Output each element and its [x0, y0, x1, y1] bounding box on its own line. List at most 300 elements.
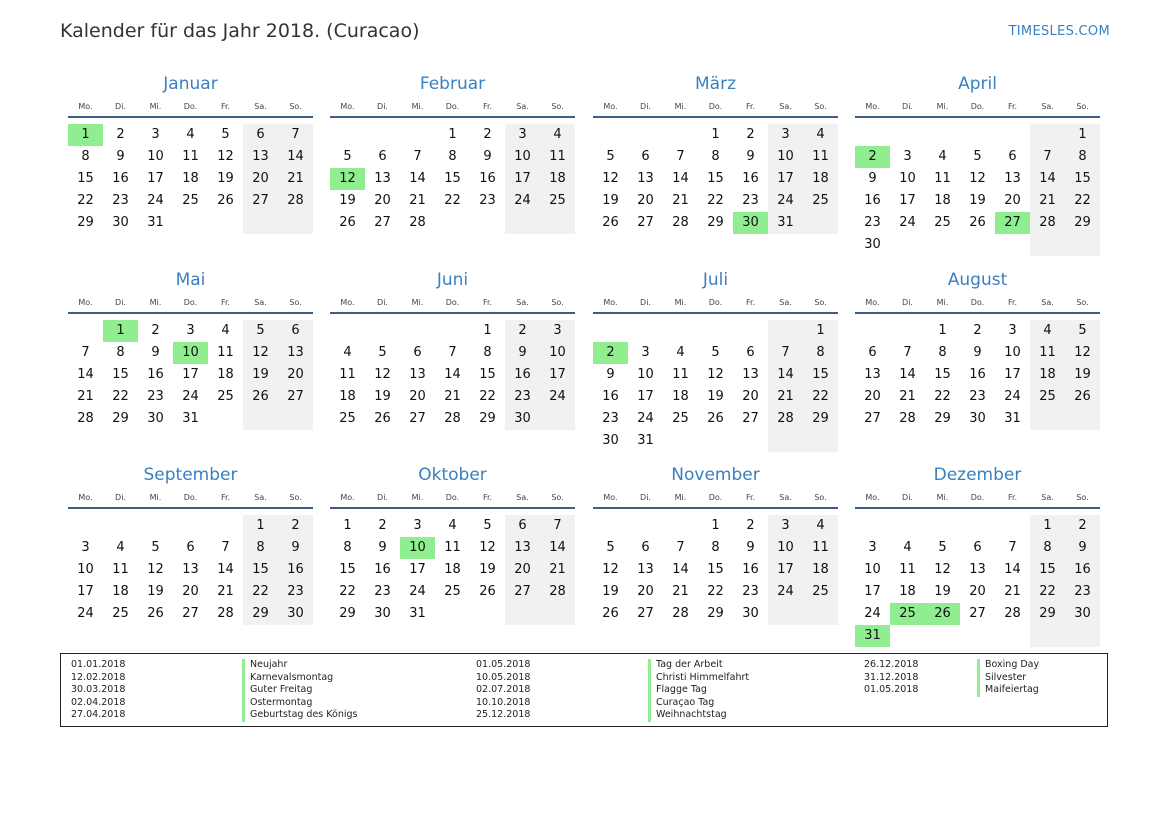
day-cell: 15 [479, 367, 496, 382]
day-cell: 13 [637, 562, 654, 577]
day-cell: 25 [803, 581, 838, 603]
month-name: Mai [175, 270, 206, 290]
day-cell: 10 [1004, 345, 1021, 360]
day-cell: 14 [768, 364, 803, 386]
day-cell: 5 [711, 345, 720, 360]
day-cell: 9 [1065, 537, 1100, 559]
weekday-header: Mo. [603, 102, 618, 111]
weekday-header: Mi. [149, 298, 162, 307]
day-cell: 3 [903, 149, 912, 164]
day-cell: 22 [707, 193, 724, 208]
day-cell: 8 [343, 540, 352, 555]
weekday-header: Mo. [78, 298, 93, 307]
day-cell: 21 [217, 584, 234, 599]
day-cell: 10 [864, 562, 881, 577]
day-cell: 14 [672, 171, 689, 186]
day-cell: 31 [768, 212, 803, 234]
day-cell: 13 [374, 171, 391, 186]
legend-date: 02.04.2018 [71, 696, 126, 708]
day-cell: 5 [151, 540, 160, 555]
legend-name-column [648, 659, 749, 722]
legend-date: 30.03.2018 [71, 684, 126, 696]
day-cell: 23 [602, 411, 619, 426]
day-cell: 15 [707, 171, 724, 186]
day-cell: 11 [899, 562, 916, 577]
day-cell: 24 [147, 193, 164, 208]
legend-date: 01.05.2018 [864, 684, 919, 696]
day-cell: 1 [803, 320, 838, 342]
day-cell: 4 [676, 345, 685, 360]
day-cell: 12 [707, 367, 724, 382]
day-cell: 19 [479, 562, 496, 577]
day-cell: 11 [672, 367, 689, 382]
day-cell: 16 [505, 364, 540, 386]
day-cell: 12 [934, 562, 951, 577]
weekday-header: Mo. [603, 493, 618, 502]
day-cell: 18 [182, 171, 199, 186]
day-cell: 16 [112, 171, 129, 186]
day-cell: 8 [1030, 537, 1065, 559]
day-cell: 21 [1030, 190, 1065, 212]
day-cell: 27 [742, 411, 759, 426]
day-cell: 30 [602, 433, 619, 448]
day-cell: 2 [151, 323, 160, 338]
day-cell: 25 [112, 606, 129, 621]
day-cell: 17 [182, 367, 199, 382]
weekend-shade [540, 408, 575, 430]
weekday-header: Mo. [865, 493, 880, 502]
day-cell: 24 [637, 411, 654, 426]
day-cell: 25 [1030, 386, 1065, 408]
day-cell: 26 [707, 411, 724, 426]
day-cell: 24 [899, 215, 916, 230]
day-cell: 24 [768, 581, 803, 603]
day-cell: 11 [803, 537, 838, 559]
weekday-header: Di. [640, 298, 651, 307]
weekday-header: Mi. [411, 493, 424, 502]
day-cell: 22 [934, 389, 951, 404]
day-cell: 16 [742, 562, 759, 577]
weekday-header: Fr. [1007, 102, 1018, 111]
day-cell: 14 [1030, 168, 1065, 190]
legend-holiday-name: Boxing Day [977, 659, 1039, 672]
day-cell: 23 [505, 386, 540, 408]
legend-holiday-name: Ostermontag [242, 697, 358, 710]
weekday-header: Do. [183, 493, 198, 502]
day-cell: 26 [1065, 386, 1100, 408]
day-cell: 25 [444, 584, 461, 599]
day-cell: 14 [444, 367, 461, 382]
day-cell: 1 [1030, 515, 1065, 537]
month-8 [855, 270, 1100, 450]
day-cell: 11 [217, 345, 234, 360]
day-cell: 8 [243, 537, 278, 559]
day-cell: 7 [1030, 146, 1065, 168]
month-11 [593, 465, 838, 645]
day-cell: 6 [186, 540, 195, 555]
day-cell: 28 [672, 215, 689, 230]
day-cell: 29 [707, 215, 724, 230]
day-cell: 21 [278, 168, 313, 190]
day-cell: 17 [77, 584, 94, 599]
holiday-day-cell: 26 [925, 603, 960, 625]
holiday-day-cell: 2 [593, 342, 628, 364]
day-cell: 24 [864, 606, 881, 621]
day-cell: 28 [672, 606, 689, 621]
site-brand-link[interactable]: TIMESLES.COM [1008, 24, 1110, 39]
day-cell: 18 [934, 193, 951, 208]
weekday-header: Do. [183, 102, 198, 111]
day-cell: 8 [1065, 146, 1100, 168]
day-cell: 16 [374, 562, 391, 577]
weekday-header: So. [289, 493, 302, 502]
legend-holiday-name: Guter Freitag [242, 684, 358, 697]
legend-holiday-name: Curaçao Tag [648, 697, 749, 710]
day-cell: 5 [483, 518, 492, 533]
day-cell: 12 [217, 149, 234, 164]
weekday-header: Mo. [340, 102, 355, 111]
day-cell: 13 [864, 367, 881, 382]
weekday-header: Do. [445, 493, 460, 502]
day-cell: 16 [278, 559, 313, 581]
day-cell: 15 [1065, 168, 1100, 190]
day-cell: 17 [899, 193, 916, 208]
day-cell: 15 [339, 562, 356, 577]
day-cell: 22 [77, 193, 94, 208]
day-cell: 24 [1004, 389, 1021, 404]
day-cell: 16 [969, 367, 986, 382]
day-cell: 14 [899, 367, 916, 382]
header-divider [593, 116, 838, 118]
day-cell: 7 [81, 345, 90, 360]
day-cell: 30 [112, 215, 129, 230]
legend-holiday-name: Flagge Tag [648, 684, 749, 697]
day-cell: 22 [1030, 581, 1065, 603]
day-cell: 22 [803, 386, 838, 408]
day-cell: 28 [768, 408, 803, 430]
day-cell: 19 [1065, 364, 1100, 386]
day-cell: 10 [768, 537, 803, 559]
day-cell: 6 [641, 149, 650, 164]
legend-name-column [242, 659, 358, 722]
day-cell: 29 [1030, 603, 1065, 625]
header-divider [68, 312, 313, 314]
day-cell: 27 [505, 581, 540, 603]
day-cell: 4 [803, 124, 838, 146]
weekday-header: Di. [377, 493, 388, 502]
day-cell: 22 [243, 581, 278, 603]
day-cell: 16 [479, 171, 496, 186]
day-cell: 18 [339, 389, 356, 404]
day-cell: 30 [278, 603, 313, 625]
day-cell: 29 [112, 411, 129, 426]
day-cell: 6 [973, 540, 982, 555]
day-cell: 7 [1008, 540, 1017, 555]
holiday-legend [60, 653, 1108, 727]
weekday-header: Di. [115, 493, 126, 502]
day-cell: 16 [864, 193, 881, 208]
day-cell: 25 [339, 411, 356, 426]
weekend-shade [1065, 625, 1100, 647]
day-cell: 15 [243, 559, 278, 581]
day-cell: 5 [938, 540, 947, 555]
month-name: März [695, 74, 736, 94]
day-cell: 23 [278, 581, 313, 603]
weekday-header: Di. [902, 493, 913, 502]
day-cell: 27 [409, 411, 426, 426]
day-cell: 31 [1004, 411, 1021, 426]
legend-date: 12.02.2018 [71, 671, 126, 683]
weekday-header: Sa. [779, 102, 792, 111]
day-cell: 9 [116, 149, 125, 164]
day-cell: 8 [483, 345, 492, 360]
day-cell: 21 [409, 193, 426, 208]
month-3 [593, 74, 838, 254]
day-cell: 3 [413, 518, 422, 533]
day-cell: 13 [243, 146, 278, 168]
header-divider [855, 312, 1100, 314]
weekday-header: Do. [970, 298, 985, 307]
day-cell: 30 [742, 606, 759, 621]
day-cell: 1 [448, 127, 457, 142]
header-divider [68, 507, 313, 509]
day-cell: 30 [147, 411, 164, 426]
weekday-header: Fr. [745, 102, 756, 111]
day-cell: 29 [479, 411, 496, 426]
weekday-header: Mi. [936, 102, 949, 111]
day-cell: 23 [479, 193, 496, 208]
weekday-header: Sa. [254, 298, 267, 307]
day-cell: 22 [1065, 190, 1100, 212]
weekend-shade [803, 603, 838, 625]
weekday-header: Do. [708, 102, 723, 111]
day-cell: 25 [803, 190, 838, 212]
day-cell: 9 [151, 345, 160, 360]
weekend-shade [768, 603, 803, 625]
day-cell: 9 [278, 537, 313, 559]
day-cell: 3 [768, 515, 803, 537]
day-cell: 2 [505, 320, 540, 342]
legend-date: 27.04.2018 [71, 709, 126, 721]
day-cell: 19 [147, 584, 164, 599]
month-5 [68, 270, 313, 450]
day-cell: 26 [969, 215, 986, 230]
day-cell: 9 [868, 171, 877, 186]
day-cell: 8 [116, 345, 125, 360]
day-cell: 31 [637, 433, 654, 448]
day-cell: 24 [409, 584, 426, 599]
weekday-header: Sa. [1041, 102, 1054, 111]
day-cell: 2 [1065, 515, 1100, 537]
legend-holiday-name: Weihnachtstag [648, 709, 749, 722]
day-cell: 28 [278, 190, 313, 212]
day-cell: 17 [1004, 367, 1021, 382]
month-4 [855, 74, 1100, 254]
header-divider [68, 116, 313, 118]
day-cell: 24 [768, 190, 803, 212]
weekday-header: Sa. [516, 493, 529, 502]
holiday-day-cell: 31 [855, 625, 890, 647]
holiday-day-cell: 30 [733, 212, 768, 234]
legend-holiday-name: Silvester [977, 672, 1039, 685]
day-cell: 5 [378, 345, 387, 360]
day-cell: 18 [672, 389, 689, 404]
weekday-header: Di. [640, 493, 651, 502]
weekend-shade [1065, 234, 1100, 256]
day-cell: 30 [864, 237, 881, 252]
day-cell: 21 [444, 389, 461, 404]
day-cell: 18 [803, 559, 838, 581]
day-cell: 2 [746, 127, 755, 142]
month-6 [330, 270, 575, 450]
weekday-header: So. [1076, 298, 1089, 307]
day-cell: 8 [711, 540, 720, 555]
day-cell: 7 [768, 342, 803, 364]
weekday-header: Mo. [865, 298, 880, 307]
day-cell: 3 [868, 540, 877, 555]
day-cell: 10 [540, 342, 575, 364]
day-cell: 29 [77, 215, 94, 230]
weekday-header: Do. [445, 102, 460, 111]
month-10 [330, 465, 575, 645]
weekday-header: Sa. [1041, 298, 1054, 307]
weekday-header: Mi. [674, 493, 687, 502]
day-cell: 11 [803, 146, 838, 168]
month-name: Juli [702, 270, 729, 290]
day-cell: 11 [1030, 342, 1065, 364]
weekday-header: Sa. [516, 298, 529, 307]
day-cell: 18 [803, 168, 838, 190]
day-cell: 26 [602, 606, 619, 621]
weekday-header: So. [289, 102, 302, 111]
day-cell: 6 [641, 540, 650, 555]
page-title: Kalender für das Jahr 2018. (Curacao) [60, 20, 420, 42]
weekday-header: Sa. [516, 102, 529, 111]
weekday-header: Mi. [411, 102, 424, 111]
weekend-shade [803, 430, 838, 452]
day-cell: 13 [637, 171, 654, 186]
day-cell: 20 [182, 584, 199, 599]
day-cell: 30 [505, 408, 540, 430]
day-cell: 18 [540, 168, 575, 190]
day-cell: 14 [217, 562, 234, 577]
day-cell: 19 [707, 389, 724, 404]
day-cell: 20 [409, 389, 426, 404]
day-cell: 21 [1004, 584, 1021, 599]
day-cell: 24 [77, 606, 94, 621]
day-cell: 11 [112, 562, 129, 577]
weekday-header: So. [551, 493, 564, 502]
weekend-shade [768, 320, 803, 342]
day-cell: 12 [969, 171, 986, 186]
day-cell: 29 [707, 606, 724, 621]
weekday-header: Di. [902, 298, 913, 307]
day-cell: 29 [339, 606, 356, 621]
month-name: September [143, 465, 238, 485]
day-cell: 8 [711, 149, 720, 164]
weekday-header: Sa. [779, 493, 792, 502]
weekend-shade [278, 408, 313, 430]
day-cell: 8 [448, 149, 457, 164]
day-cell: 10 [77, 562, 94, 577]
day-cell: 16 [1065, 559, 1100, 581]
header-divider [593, 312, 838, 314]
day-cell: 15 [1030, 559, 1065, 581]
day-cell: 26 [374, 411, 391, 426]
weekend-shade [278, 212, 313, 234]
day-cell: 19 [374, 389, 391, 404]
weekend-shade [1065, 408, 1100, 430]
month-name: Januar [163, 74, 218, 94]
day-cell: 23 [147, 389, 164, 404]
weekend-shade [803, 212, 838, 234]
day-cell: 9 [746, 149, 755, 164]
day-cell: 25 [672, 411, 689, 426]
weekday-header: So. [814, 298, 827, 307]
day-cell: 5 [343, 149, 352, 164]
day-cell: 23 [742, 193, 759, 208]
day-cell: 8 [81, 149, 90, 164]
day-cell: 5 [606, 540, 615, 555]
day-cell: 13 [1004, 171, 1021, 186]
day-cell: 19 [243, 364, 278, 386]
day-cell: 1 [711, 127, 720, 142]
header-divider [855, 116, 1100, 118]
day-cell: 3 [186, 323, 195, 338]
day-cell: 7 [278, 124, 313, 146]
weekday-header: So. [1076, 493, 1089, 502]
weekday-header: Fr. [1007, 298, 1018, 307]
holiday-day-cell: 10 [400, 537, 435, 559]
weekday-header: So. [814, 493, 827, 502]
day-cell: 13 [742, 367, 759, 382]
day-cell: 6 [278, 320, 313, 342]
day-cell: 4 [903, 540, 912, 555]
day-cell: 7 [903, 345, 912, 360]
day-cell: 14 [540, 537, 575, 559]
day-cell: 26 [479, 584, 496, 599]
day-cell: 8 [803, 342, 838, 364]
day-cell: 9 [746, 540, 755, 555]
day-cell: 30 [374, 606, 391, 621]
legend-date-column [476, 659, 530, 722]
weekday-header: Do. [708, 298, 723, 307]
day-cell: 23 [864, 215, 881, 230]
weekday-header: Sa. [254, 493, 267, 502]
weekday-header: So. [551, 298, 564, 307]
day-cell: 10 [768, 146, 803, 168]
day-cell: 12 [243, 342, 278, 364]
day-cell: 21 [768, 386, 803, 408]
day-cell: 17 [637, 389, 654, 404]
holiday-day-cell: 10 [173, 342, 208, 364]
day-cell: 29 [934, 411, 951, 426]
holiday-day-cell: 1 [68, 124, 103, 146]
day-cell: 16 [742, 171, 759, 186]
day-cell: 21 [540, 559, 575, 581]
day-cell: 20 [505, 559, 540, 581]
day-cell: 1 [711, 518, 720, 533]
day-cell: 19 [934, 584, 951, 599]
legend-date: 01.01.2018 [71, 659, 126, 670]
day-cell: 15 [112, 367, 129, 382]
weekday-header: Mi. [411, 298, 424, 307]
month-2 [330, 74, 575, 254]
day-cell: 3 [151, 127, 160, 142]
day-cell: 2 [378, 518, 387, 533]
day-cell: 6 [378, 149, 387, 164]
day-cell: 28 [77, 411, 94, 426]
